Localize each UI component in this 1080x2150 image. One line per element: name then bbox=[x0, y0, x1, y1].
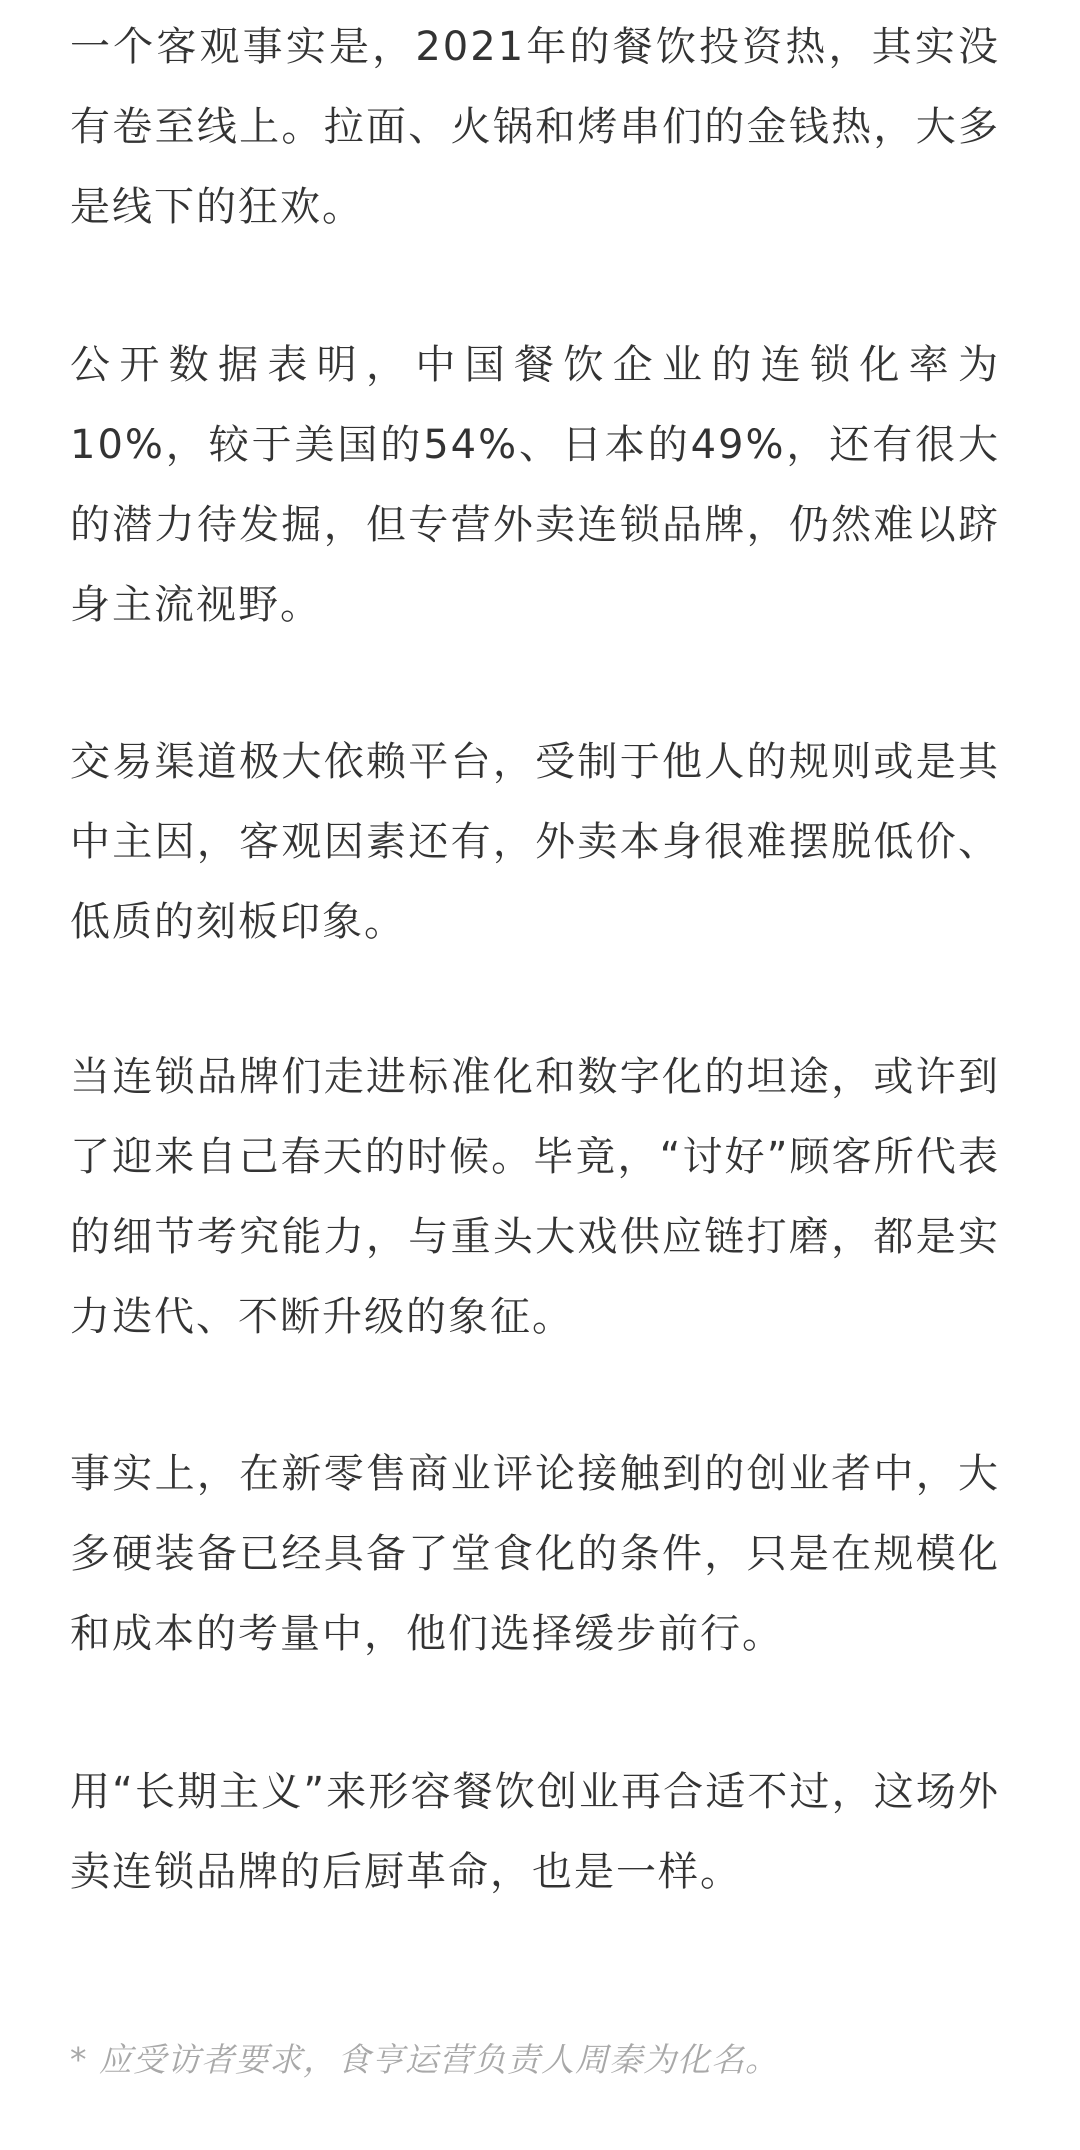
article-paragraph: 交易渠道极大依赖平台，受制于他人的规则或是其中主因，客观因素还有，外卖本身很难摆脱低价、低质的刻板印象。 bbox=[70, 739, 1000, 945]
footnote: * 应受访者要求，食亨运营负责人周秦为化名。 bbox=[70, 2040, 779, 2079]
article-paragraph: 当连锁品牌们走进标准化和数字化的坦途，或许到了迎来自己春天的时候。毕竟，“讨好”顾客所代表的细节考究能力，与重头大戏供应链打磨，都是实力迭代、不断升级的象征。 bbox=[70, 1054, 1000, 1340]
article-paragraph: 公开数据表明，中国餐饮企业的连锁化率为10%，较于美国的54%、日本的49%，还有很大的潜力待发掘，但专营外卖连锁品牌，仍然难以跻身主流视野。 bbox=[70, 342, 1000, 628]
article-paragraph: 用“长期主义”来形容餐饮创业再合适不过，这场外卖连锁品牌的后厨革命，也是一样。 bbox=[70, 1769, 1000, 1895]
article-paragraph: 一个客观事实是，2021年的餐饮投资热，其实没有卷至线上。拉面、火锅和烤串们的金钱热，大多是线下的狂欢。 bbox=[70, 24, 1000, 230]
article-paragraph: 事实上，在新零售商业评论接触到的创业者中，大多硬装备已经具备了堂食化的条件，只是在规模化和成本的考量中，他们选择缓步前行。 bbox=[70, 1451, 1000, 1657]
